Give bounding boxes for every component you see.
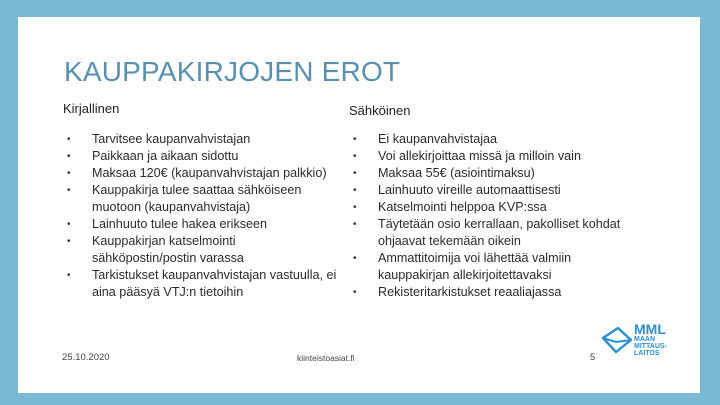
logo-abbreviation: MML: [634, 321, 666, 337]
bullet-icon: •: [353, 185, 357, 196]
footer-date: 25.10.2020: [62, 352, 110, 363]
list-item-text: Tarkistukset kaupanvahvistajan vastuulla, ei aina pääsyä VTJ:n tietoihin: [92, 268, 337, 299]
list-item-text: Maksaa 55€ (asiointimaksu): [378, 166, 535, 180]
page-number: 5: [590, 352, 596, 363]
list-item-text: Voi allekirjoittaa missä ja milloin vain: [378, 149, 581, 163]
bullet-icon: •: [67, 219, 71, 230]
list-item: [63, 267, 343, 301]
column-heading-kirjallinen: Kirjallinen: [63, 101, 120, 116]
bullet-list-sahkoinen: [349, 131, 639, 301]
bullet-icon: •: [67, 134, 71, 145]
bullet-icon: •: [353, 151, 357, 162]
logo-text: [634, 322, 667, 357]
slide-title: KAUPPAKIRJOJEN EROT: [64, 56, 401, 87]
logo-line-3: LAITOS: [634, 350, 660, 357]
bullet-icon: •: [67, 151, 71, 162]
list-item-text: Tarvitsee kaupanvahvistajan: [92, 132, 251, 146]
list-item: [349, 216, 639, 250]
list-item-text: Maksaa 120€ (kaupanvahvistajan palkkio): [92, 166, 327, 180]
bullet-icon: •: [67, 236, 71, 247]
bullet-icon: •: [67, 168, 71, 179]
list-item: [349, 165, 639, 182]
logo-line-2: MITTAUS-: [634, 343, 667, 350]
list-item-text: Täytetään osio kerrallaan, pakolliset kohdat ohjaavat tekemään oikein: [378, 217, 621, 248]
logo-line-1: MAAN: [634, 336, 655, 343]
list-item: [63, 165, 343, 182]
footer-site: kiinteistoasiat.fi: [297, 353, 355, 363]
list-item: [349, 199, 639, 216]
bullet-icon: •: [353, 134, 357, 145]
list-item: [349, 131, 639, 148]
bullet-icon: •: [353, 287, 357, 298]
list-item: [349, 182, 639, 199]
list-item: [63, 148, 343, 165]
list-item-text: Kauppakirjan katselmointi sähköpostin/postin varassa: [92, 234, 244, 265]
envelope-logo-icon: [600, 324, 634, 358]
list-item-text: Lainhuuto vireille automaattisesti: [378, 183, 561, 197]
bullet-icon: •: [353, 253, 357, 264]
bullet-icon: •: [353, 219, 357, 230]
column-heading-sahkoinen: Sähköinen: [349, 103, 411, 118]
list-item: [63, 131, 343, 148]
list-item: [63, 233, 343, 267]
list-item: [63, 182, 343, 216]
bullet-icon: •: [67, 270, 71, 281]
list-item-text: Ammattitoimija voi lähettää valmiin kauppakirjan allekirjoitettavaksi: [378, 251, 572, 282]
list-item-text: Rekisteritarkistukset reaaliajassa: [378, 285, 562, 299]
list-item: [349, 284, 639, 301]
bullet-icon: •: [353, 168, 357, 179]
list-item-text: Paikkaan ja aikaan sidottu: [92, 149, 239, 163]
list-item-text: Kauppakirja tulee saattaa sähköiseen muotoon (kaupanvahvistaja): [92, 183, 302, 214]
list-item: [63, 216, 343, 233]
mml-logo: [600, 320, 678, 364]
bullet-icon: •: [67, 185, 71, 196]
list-item-text: Lainhuuto tulee hakea erikseen: [92, 217, 268, 231]
bullet-list-kirjallinen: [63, 131, 343, 301]
list-item: [349, 148, 639, 165]
list-item: [349, 250, 639, 284]
bullet-icon: •: [353, 202, 357, 213]
list-item-text: Katselmointi helppoa KVP:ssa: [378, 200, 547, 214]
list-item-text: Ei kaupanvahvistajaa: [378, 132, 498, 146]
